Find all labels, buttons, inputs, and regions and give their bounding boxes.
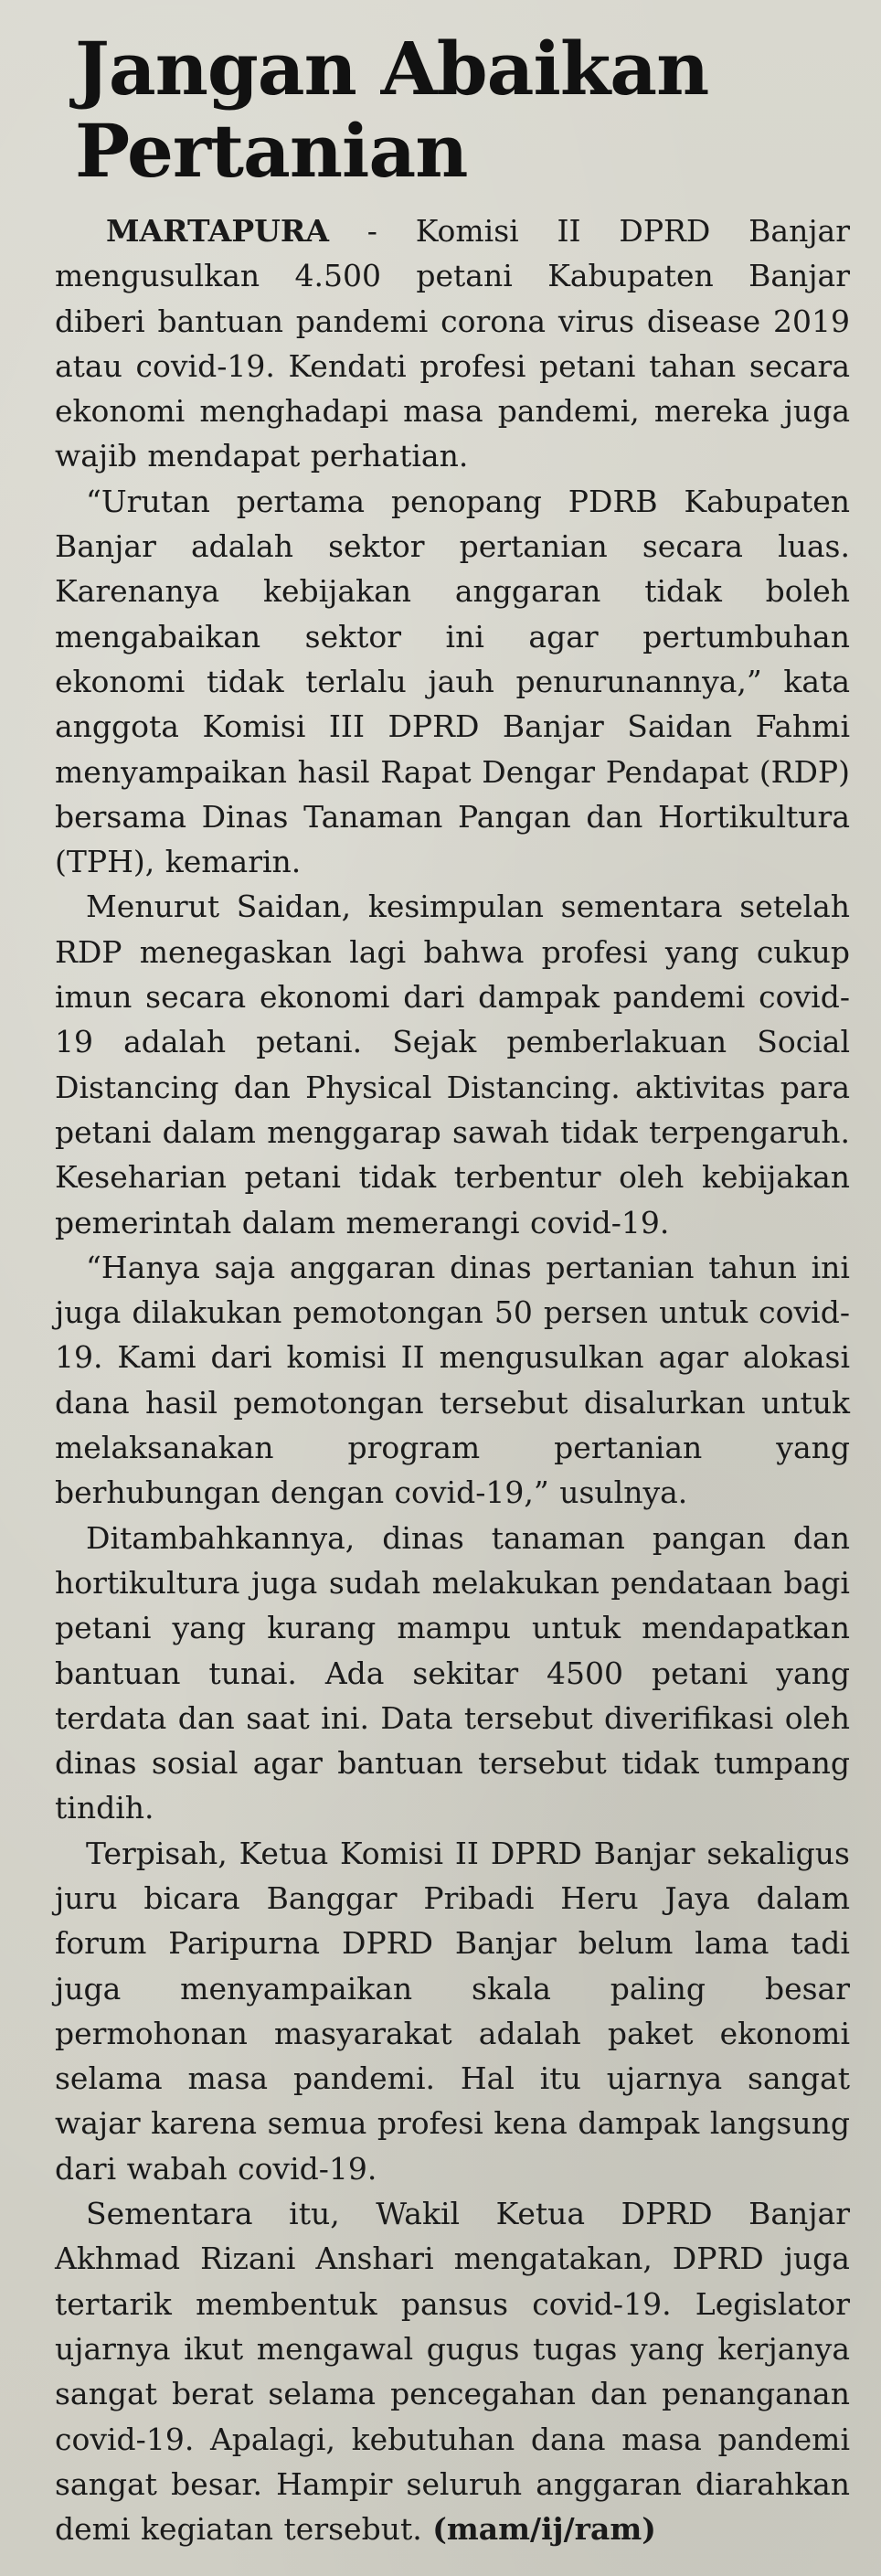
dateline: MARTAPURA [106,213,329,249]
paragraph-pansus-text: Sementara itu, Wakil Ketua DPRD Banjar Akhmad Rizani Anshari mengatakan, DPRD juga tertarik membentuk pansus covid-19. Legislator ujarnya ikut mengawal gugus tugas yang kerjanya sangat berat selama pencegahan dan penanganan covid-19. Apalagi, kebutuhan dana masa pandemi sangat besar. Hampir seluruh anggaran diarahkan demi kegiatan tersebut. [55,2196,850,2548]
byline: (mam/ij/ram) [432,2511,656,2548]
lead-paragraph-text: - Komisi II DPRD Banjar mengusulkan 4.500 petani Kabupaten Banjar diberi bantuan pandemi corona virus disease 2019 atau covid-19. Kendati profesi petani tahan secara ekonomi menghadapi masa pandemi, mereka juga wajib mendapat perhatian. [55,213,850,474]
headline: Jangan Abaikan Pertanian [75,26,709,194]
paragraph-paripurna-forum: Terpisah, Ketua Komisi II DPRD Banjar sekaligus juru bicara Banggar Pribadi Heru Jaya dalam forum Paripurna DPRD Banjar belum lama tadi juga menyampaikan skala paling besar permohonan masyarakat adalah paket ekonomi selama masa pandemi. Hal itu ujarnya sangat wajar karena semua profesi kena dampak langsung dari wabah covid-19. [55,1835,850,2187]
paragraph-farmer-data: Ditambahkannya, dinas tanaman pangan dan hortikultura juga sudah melakukan pendataan bagi petani yang kurang mampu untuk mendapatkan bantuan tunai. Ada sekitar 4500 petani yang terdata dan saat ini. Data tersebut diverifikasi oleh dinas sosial agar bantuan tersebut tidak tumpang tindih. [55,1519,850,1826]
paragraph-pansus [55,2191,850,2551]
lead-paragraph [55,208,850,479]
article-body [55,208,855,2551]
paragraph-quote-pdrb: “Urutan pertama penopang PDRB Kabupaten Banjar adalah sektor pertanian secara luas. Karenanya kebijakan anggaran tidak boleh mengabaikan sektor ini agar pertumbuhan ekonomi tidak terlalu jauh penurunannya,” kata anggota Komisi III DPRD Banjar Saidan Fahmi menyampaikan hasil Rapat Dengar Pendapat (RDP) bersama Dinas Tanaman Pangan dan Hortikultura (TPH), kemarin. [55,483,850,880]
paragraph-saidan-conclusion: Menurut Saidan, kesimpulan sementara setelah RDP menegaskan lagi bahwa profesi yang cukup imun secara ekonomi dari dampak pandemi covid-19 adalah petani. Sejak pemberlakuan Social Distancing dan Physical Distancing. aktivitas para petani dalam menggarap sawah tidak terpengaruh. Keseharian petani tidak terbentur oleh kebijakan pemerintah dalam memerangi covid-19. [55,889,850,1240]
paragraph-budget-cut-quote: “Hanya saja anggaran dinas pertanian tahun ini juga dilakukan pemotongan 50 persen untuk covid-19. Kami dari komisi II mengusulkan agar alokasi dana hasil pemotongan tersebut disalurkan untuk melaksanakan program pertanian yang berhubungan dengan covid-19,” usulnya. [55,1249,850,1511]
